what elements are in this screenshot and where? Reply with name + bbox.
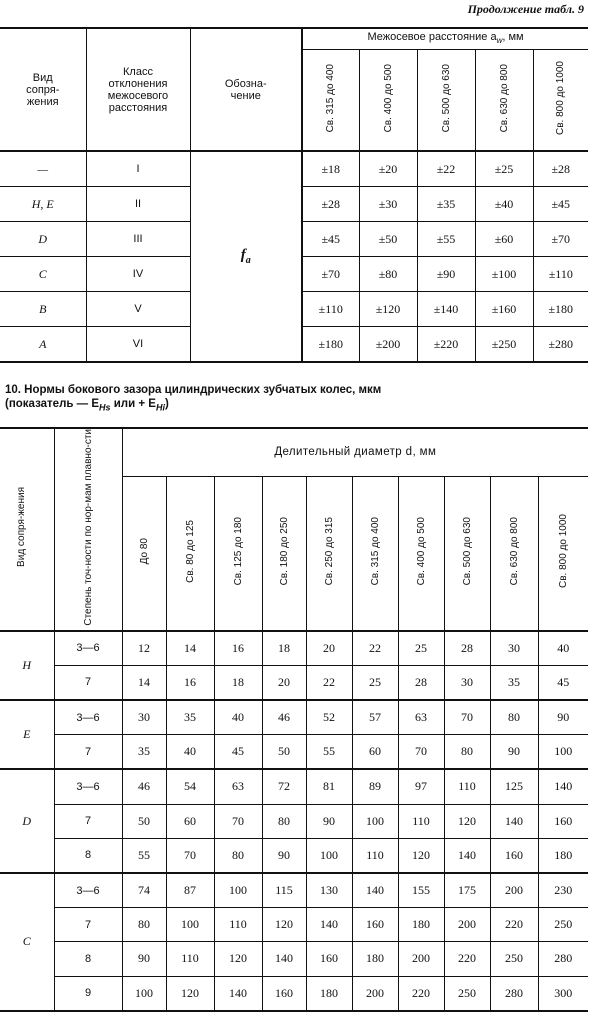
deviation-value-cell: ±110 bbox=[302, 292, 359, 327]
header-pitch-diameter: Делительный диаметр d, мм bbox=[122, 428, 588, 476]
range-header-4: Св. 800 до 1000 bbox=[533, 50, 588, 152]
clearance-value-cell: 35 bbox=[122, 735, 166, 770]
deviation-value-cell: ±280 bbox=[533, 327, 588, 363]
diameter-header-3: Св. 180 до 250 bbox=[262, 476, 306, 630]
deviation-value-cell: ±180 bbox=[533, 292, 588, 327]
mating-type-group: E bbox=[0, 700, 54, 769]
accuracy-degree-cell: 8 bbox=[54, 942, 122, 976]
clearance-value-cell: 80 bbox=[214, 838, 262, 873]
clearance-value-cell: 120 bbox=[166, 976, 214, 1011]
clearance-value-cell: 46 bbox=[122, 769, 166, 804]
deviation-value-cell: ±220 bbox=[417, 327, 475, 363]
deviation-value-cell: ±50 bbox=[359, 222, 417, 257]
header-mating-type: Вид сопря-жения bbox=[0, 28, 86, 151]
clearance-value-cell: 80 bbox=[122, 908, 166, 942]
clearance-value-cell: 100 bbox=[306, 838, 352, 873]
clearance-value-cell: 63 bbox=[398, 700, 444, 735]
mating-type-cell: — bbox=[0, 151, 86, 187]
clearance-value-cell: 74 bbox=[122, 873, 166, 908]
clearance-value-cell: 110 bbox=[166, 942, 214, 976]
clearance-value-cell: 200 bbox=[398, 942, 444, 976]
clearance-value-cell: 45 bbox=[538, 665, 588, 700]
clearance-value-cell: 54 bbox=[166, 769, 214, 804]
diameter-header-5: Св. 315 до 400 bbox=[352, 476, 398, 630]
deviation-class-cell: II bbox=[86, 187, 190, 222]
deviation-value-cell: ±200 bbox=[359, 327, 417, 363]
deviation-value-cell: ±160 bbox=[475, 292, 533, 327]
clearance-value-cell: 140 bbox=[306, 908, 352, 942]
clearance-value-cell: 250 bbox=[444, 976, 490, 1011]
clearance-value-cell: 160 bbox=[538, 804, 588, 838]
clearance-value-cell: 200 bbox=[444, 908, 490, 942]
clearance-value-cell: 18 bbox=[262, 631, 306, 666]
clearance-value-cell: 60 bbox=[166, 804, 214, 838]
clearance-value-cell: 100 bbox=[214, 873, 262, 908]
clearance-value-cell: 140 bbox=[352, 873, 398, 908]
clearance-value-cell: 220 bbox=[398, 976, 444, 1011]
clearance-value-cell: 120 bbox=[444, 804, 490, 838]
diameter-header-7: Св. 500 до 630 bbox=[444, 476, 490, 630]
clearance-value-cell: 200 bbox=[352, 976, 398, 1011]
clearance-value-cell: 70 bbox=[444, 700, 490, 735]
deviation-class-cell: V bbox=[86, 292, 190, 327]
mating-type-group: H bbox=[0, 631, 54, 700]
clearance-value-cell: 30 bbox=[490, 631, 538, 666]
clearance-value-cell: 25 bbox=[398, 631, 444, 666]
clearance-value-cell: 14 bbox=[166, 631, 214, 666]
mating-type-group: D bbox=[0, 769, 54, 873]
deviation-value-cell: ±55 bbox=[417, 222, 475, 257]
clearance-value-cell: 110 bbox=[352, 838, 398, 873]
clearance-value-cell: 57 bbox=[352, 700, 398, 735]
deviation-class-cell: IV bbox=[86, 257, 190, 292]
clearance-value-cell: 180 bbox=[398, 908, 444, 942]
clearance-value-cell: 16 bbox=[214, 631, 262, 666]
clearance-value-cell: 12 bbox=[122, 631, 166, 666]
clearance-value-cell: 40 bbox=[538, 631, 588, 666]
clearance-value-cell: 155 bbox=[398, 873, 444, 908]
accuracy-degree-cell: 3—6 bbox=[54, 769, 122, 804]
clearance-value-cell: 90 bbox=[262, 838, 306, 873]
mating-type-cell: H, E bbox=[0, 187, 86, 222]
clearance-value-cell: 60 bbox=[352, 735, 398, 770]
clearance-value-cell: 25 bbox=[352, 665, 398, 700]
deviation-value-cell: ±100 bbox=[475, 257, 533, 292]
clearance-value-cell: 28 bbox=[398, 665, 444, 700]
deviation-value-cell: ±35 bbox=[417, 187, 475, 222]
clearance-value-cell: 100 bbox=[538, 735, 588, 770]
continuation-label: Продолжение табл. 9 bbox=[467, 2, 584, 16]
deviation-value-cell: ±20 bbox=[359, 151, 417, 187]
diameter-header-1: Св. 80 до 125 bbox=[166, 476, 214, 630]
deviation-value-cell: ±250 bbox=[475, 327, 533, 363]
deviation-value-cell: ±30 bbox=[359, 187, 417, 222]
header-mating-type-2: Вид сопря-жения bbox=[0, 428, 54, 631]
range-header-2: Св. 500 до 630 bbox=[417, 50, 475, 152]
accuracy-degree-cell: 7 bbox=[54, 908, 122, 942]
deviation-value-cell: ±110 bbox=[533, 257, 588, 292]
deviation-value-cell: ±45 bbox=[533, 187, 588, 222]
clearance-value-cell: 80 bbox=[444, 735, 490, 770]
clearance-value-cell: 90 bbox=[538, 700, 588, 735]
clearance-value-cell: 46 bbox=[262, 700, 306, 735]
clearance-value-cell: 250 bbox=[490, 942, 538, 976]
mating-type-cell: D bbox=[0, 222, 86, 257]
clearance-value-cell: 140 bbox=[490, 804, 538, 838]
deviation-value-cell: ±120 bbox=[359, 292, 417, 327]
range-header-3: Св. 630 до 800 bbox=[475, 50, 533, 152]
deviation-value-cell: ±70 bbox=[302, 257, 359, 292]
clearance-value-cell: 200 bbox=[490, 873, 538, 908]
clearance-value-cell: 125 bbox=[490, 769, 538, 804]
clearance-value-cell: 115 bbox=[262, 873, 306, 908]
accuracy-degree-cell: 7 bbox=[54, 665, 122, 700]
clearance-value-cell: 87 bbox=[166, 873, 214, 908]
clearance-value-cell: 120 bbox=[398, 838, 444, 873]
clearance-value-cell: 180 bbox=[538, 838, 588, 873]
deviation-value-cell: ±28 bbox=[533, 151, 588, 187]
clearance-value-cell: 160 bbox=[262, 976, 306, 1011]
header-center-distance: Межосевое расстояние $a_w$, мм bbox=[302, 28, 588, 50]
clearance-value-cell: 180 bbox=[352, 942, 398, 976]
clearance-value-cell: 100 bbox=[166, 908, 214, 942]
accuracy-degree-cell: 7 bbox=[54, 804, 122, 838]
clearance-value-cell: 140 bbox=[538, 769, 588, 804]
clearance-value-cell: 230 bbox=[538, 873, 588, 908]
clearance-value-cell: 50 bbox=[122, 804, 166, 838]
clearance-value-cell: 100 bbox=[352, 804, 398, 838]
clearance-value-cell: 90 bbox=[306, 804, 352, 838]
clearance-value-cell: 140 bbox=[214, 976, 262, 1011]
clearance-value-cell: 30 bbox=[122, 700, 166, 735]
header-designation: Обозна-чение bbox=[190, 28, 302, 151]
clearance-value-cell: 55 bbox=[306, 735, 352, 770]
clearance-value-cell: 81 bbox=[306, 769, 352, 804]
clearance-value-cell: 22 bbox=[352, 631, 398, 666]
deviation-value-cell: ±45 bbox=[302, 222, 359, 257]
table-10-caption bbox=[5, 383, 585, 414]
deviation-value-cell: ±140 bbox=[417, 292, 475, 327]
clearance-value-cell: 180 bbox=[306, 976, 352, 1011]
clearance-value-cell: 52 bbox=[306, 700, 352, 735]
clearance-value-cell: 110 bbox=[444, 769, 490, 804]
mating-type-cell: A bbox=[0, 327, 86, 363]
header-accuracy-degree: Степень точ-ности по нор-мам плавно-сти bbox=[54, 428, 122, 631]
clearance-value-cell: 80 bbox=[262, 804, 306, 838]
caption-title: 10. Нормы бокового зазора цилиндрических зубчатых колес, мкм bbox=[5, 384, 382, 396]
clearance-value-cell: 160 bbox=[352, 908, 398, 942]
clearance-value-cell: 160 bbox=[306, 942, 352, 976]
clearance-value-cell: 160 bbox=[490, 838, 538, 873]
diameter-header-8: Св. 630 до 800 bbox=[490, 476, 538, 630]
mating-type-group: C bbox=[0, 873, 54, 1011]
deviation-value-cell: ±180 bbox=[302, 327, 359, 363]
designation-cell: $f_a$ bbox=[190, 151, 302, 362]
clearance-value-cell: 20 bbox=[306, 631, 352, 666]
clearance-value-cell: 97 bbox=[398, 769, 444, 804]
clearance-value-cell: 70 bbox=[166, 838, 214, 873]
clearance-value-cell: 35 bbox=[166, 700, 214, 735]
clearance-value-cell: 50 bbox=[262, 735, 306, 770]
clearance-value-cell: 55 bbox=[122, 838, 166, 873]
clearance-value-cell: 120 bbox=[214, 942, 262, 976]
clearance-value-cell: 175 bbox=[444, 873, 490, 908]
clearance-value-cell: 120 bbox=[262, 908, 306, 942]
diameter-header-0: До 80 bbox=[122, 476, 166, 630]
clearance-value-cell: 90 bbox=[490, 735, 538, 770]
deviation-value-cell: ±28 bbox=[302, 187, 359, 222]
accuracy-degree-cell: 9 bbox=[54, 976, 122, 1011]
accuracy-degree-cell: 3—6 bbox=[54, 631, 122, 666]
clearance-value-cell: 130 bbox=[306, 873, 352, 908]
clearance-value-cell: 110 bbox=[398, 804, 444, 838]
clearance-value-cell: 280 bbox=[538, 942, 588, 976]
deviation-value-cell: ±80 bbox=[359, 257, 417, 292]
clearance-value-cell: 220 bbox=[490, 908, 538, 942]
clearance-value-cell: 35 bbox=[490, 665, 538, 700]
deviation-value-cell: ±22 bbox=[417, 151, 475, 187]
center-distance-deviation-table bbox=[0, 27, 588, 363]
clearance-value-cell: 20 bbox=[262, 665, 306, 700]
clearance-value-cell: 89 bbox=[352, 769, 398, 804]
range-header-1: Св. 400 до 500 bbox=[359, 50, 417, 152]
range-header-0: Св. 315 до 400 bbox=[302, 50, 359, 152]
deviation-class-cell: III bbox=[86, 222, 190, 257]
diameter-header-6: Св. 400 до 500 bbox=[398, 476, 444, 630]
clearance-value-cell: 14 bbox=[122, 665, 166, 700]
deviation-value-cell: ±90 bbox=[417, 257, 475, 292]
clearance-value-cell: 28 bbox=[444, 631, 490, 666]
clearance-value-cell: 90 bbox=[122, 942, 166, 976]
clearance-value-cell: 70 bbox=[214, 804, 262, 838]
clearance-value-cell: 45 bbox=[214, 735, 262, 770]
clearance-value-cell: 40 bbox=[166, 735, 214, 770]
clearance-value-cell: 80 bbox=[490, 700, 538, 735]
mating-type-cell: B bbox=[0, 292, 86, 327]
accuracy-degree-cell: 8 bbox=[54, 838, 122, 873]
clearance-value-cell: 220 bbox=[444, 942, 490, 976]
deviation-value-cell: ±40 bbox=[475, 187, 533, 222]
deviation-class-cell: VI bbox=[86, 327, 190, 363]
caption-indicator: (показатель — $E_{Hs}$ или + $E_{Hi}$) bbox=[5, 398, 169, 413]
clearance-value-cell: 40 bbox=[214, 700, 262, 735]
clearance-value-cell: 300 bbox=[538, 976, 588, 1011]
deviation-class-cell: I bbox=[86, 151, 190, 187]
accuracy-degree-cell: 3—6 bbox=[54, 873, 122, 908]
header-deviation-class: Класс отклонения межосевого расстояния bbox=[86, 28, 190, 151]
diameter-header-4: Св. 250 до 315 bbox=[306, 476, 352, 630]
side-clearance-table bbox=[0, 427, 588, 1012]
deviation-value-cell: ±25 bbox=[475, 151, 533, 187]
accuracy-degree-cell: 3—6 bbox=[54, 700, 122, 735]
clearance-value-cell: 140 bbox=[262, 942, 306, 976]
diameter-header-2: Св. 125 до 180 bbox=[214, 476, 262, 630]
clearance-value-cell: 30 bbox=[444, 665, 490, 700]
deviation-value-cell: ±70 bbox=[533, 222, 588, 257]
clearance-value-cell: 16 bbox=[166, 665, 214, 700]
accuracy-degree-cell: 7 bbox=[54, 735, 122, 770]
clearance-value-cell: 110 bbox=[214, 908, 262, 942]
mating-type-cell: C bbox=[0, 257, 86, 292]
clearance-value-cell: 18 bbox=[214, 665, 262, 700]
clearance-value-cell: 280 bbox=[490, 976, 538, 1011]
diameter-header-9: Св. 800 до 1000 bbox=[538, 476, 588, 630]
deviation-value-cell: ±18 bbox=[302, 151, 359, 187]
clearance-value-cell: 250 bbox=[538, 908, 588, 942]
clearance-value-cell: 72 bbox=[262, 769, 306, 804]
clearance-value-cell: 140 bbox=[444, 838, 490, 873]
deviation-value-cell: ±60 bbox=[475, 222, 533, 257]
clearance-value-cell: 70 bbox=[398, 735, 444, 770]
clearance-value-cell: 100 bbox=[122, 976, 166, 1011]
clearance-value-cell: 63 bbox=[214, 769, 262, 804]
clearance-value-cell: 22 bbox=[306, 665, 352, 700]
